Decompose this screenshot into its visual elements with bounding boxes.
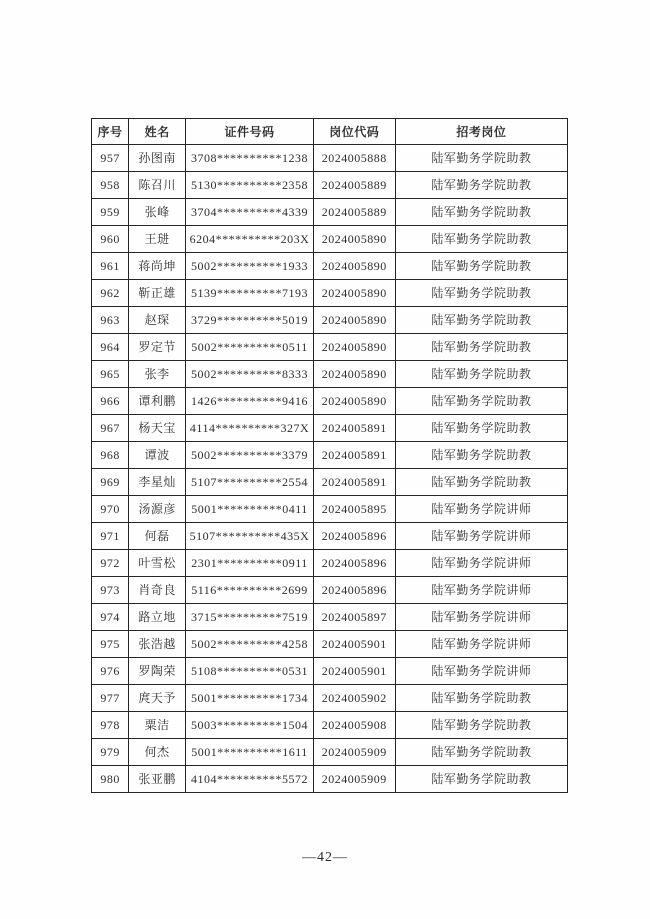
table-row — [92, 172, 568, 199]
header-name: 姓名 — [129, 119, 186, 145]
cell-serial-number: 971 — [92, 523, 129, 550]
cell-job-code: 2024005890 — [313, 334, 395, 361]
cell-recruitment-position: 陆军勤务学院讲师 — [395, 523, 567, 550]
table-row — [92, 739, 568, 766]
cell-job-code: 2024005908 — [313, 712, 395, 739]
cell-serial-number: 980 — [92, 766, 129, 793]
header-row — [92, 119, 568, 145]
cell-recruitment-position: 陆军勤务学院助教 — [395, 469, 567, 496]
cell-job-code: 2024005909 — [313, 766, 395, 793]
cell-serial-number: 961 — [92, 253, 129, 280]
table-row — [92, 631, 568, 658]
cell-serial-number: 968 — [92, 442, 129, 469]
cell-id-number: 3708**********1238 — [186, 145, 314, 172]
cell-name: 叶雪松 — [129, 550, 186, 577]
cell-job-code: 2024005902 — [313, 685, 395, 712]
cell-recruitment-position: 陆军勤务学院讲师 — [395, 550, 567, 577]
cell-id-number: 4104**********5572 — [186, 766, 314, 793]
cell-serial-number: 967 — [92, 415, 129, 442]
cell-serial-number: 969 — [92, 469, 129, 496]
cell-job-code: 2024005895 — [313, 496, 395, 523]
cell-serial-number: 977 — [92, 685, 129, 712]
cell-recruitment-position: 陆军勤务学院助教 — [395, 766, 567, 793]
cell-id-number: 5001**********0411 — [186, 496, 314, 523]
cell-serial-number: 966 — [92, 388, 129, 415]
cell-job-code: 2024005889 — [313, 172, 395, 199]
cell-id-number: 5001**********1611 — [186, 739, 314, 766]
cell-recruitment-position: 陆军勤务学院讲师 — [395, 631, 567, 658]
cell-job-code: 2024005889 — [313, 199, 395, 226]
cell-recruitment-position: 陆军勤务学院助教 — [395, 226, 567, 253]
cell-id-number: 3729**********5019 — [186, 307, 314, 334]
cell-recruitment-position: 陆军勤务学院助教 — [395, 739, 567, 766]
cell-recruitment-position: 陆军勤务学院讲师 — [395, 496, 567, 523]
cell-name: 蒋尚坤 — [129, 253, 186, 280]
cell-id-number: 5002**********1933 — [186, 253, 314, 280]
cell-id-number: 5002**********8333 — [186, 361, 314, 388]
cell-recruitment-position: 陆军勤务学院助教 — [395, 712, 567, 739]
cell-job-code: 2024005890 — [313, 226, 395, 253]
cell-name: 李星灿 — [129, 469, 186, 496]
cell-name: 张亚鹏 — [129, 766, 186, 793]
cell-recruitment-position: 陆军勤务学院助教 — [395, 199, 567, 226]
cell-job-code: 2024005890 — [313, 388, 395, 415]
cell-name: 庹天予 — [129, 685, 186, 712]
table-row — [92, 712, 568, 739]
page-number: —42— — [302, 850, 348, 865]
cell-job-code: 2024005901 — [313, 658, 395, 685]
cell-name: 靳正雄 — [129, 280, 186, 307]
table-row — [92, 361, 568, 388]
cell-id-number: 5002**********4258 — [186, 631, 314, 658]
cell-id-number: 1426**********9416 — [186, 388, 314, 415]
table-row — [92, 469, 568, 496]
cell-name: 杨天宝 — [129, 415, 186, 442]
cell-recruitment-position: 陆军勤务学院助教 — [395, 145, 567, 172]
cell-name: 陈召川 — [129, 172, 186, 199]
cell-id-number: 5003**********1504 — [186, 712, 314, 739]
header-id-number: 证件号码 — [186, 119, 314, 145]
table-row — [92, 199, 568, 226]
table-row — [92, 577, 568, 604]
cell-serial-number: 979 — [92, 739, 129, 766]
cell-recruitment-position: 陆军勤务学院助教 — [395, 334, 567, 361]
cell-name: 何杰 — [129, 739, 186, 766]
cell-serial-number: 960 — [92, 226, 129, 253]
cell-job-code: 2024005891 — [313, 469, 395, 496]
cell-recruitment-position: 陆军勤务学院助教 — [395, 307, 567, 334]
cell-job-code: 2024005896 — [313, 550, 395, 577]
cell-name: 肖奇良 — [129, 577, 186, 604]
cell-name: 赵琛 — [129, 307, 186, 334]
cell-name: 罗陶荣 — [129, 658, 186, 685]
cell-recruitment-position: 陆军勤务学院助教 — [395, 253, 567, 280]
candidate-roster-table — [91, 118, 568, 793]
cell-job-code: 2024005891 — [313, 442, 395, 469]
cell-name: 何磊 — [129, 523, 186, 550]
cell-job-code: 2024005890 — [313, 307, 395, 334]
header-serial-number: 序号 — [92, 119, 129, 145]
cell-name: 王琎 — [129, 226, 186, 253]
cell-name: 路立地 — [129, 604, 186, 631]
cell-job-code: 2024005901 — [313, 631, 395, 658]
cell-name: 汤源彦 — [129, 496, 186, 523]
cell-job-code: 2024005891 — [313, 415, 395, 442]
table-row — [92, 604, 568, 631]
cell-id-number: 3704**********4339 — [186, 199, 314, 226]
cell-job-code: 2024005888 — [313, 145, 395, 172]
cell-serial-number: 974 — [92, 604, 129, 631]
table-header — [92, 119, 568, 145]
cell-serial-number: 963 — [92, 307, 129, 334]
cell-name: 谭利鹏 — [129, 388, 186, 415]
cell-serial-number: 957 — [92, 145, 129, 172]
table-row — [92, 523, 568, 550]
cell-name: 孙图南 — [129, 145, 186, 172]
cell-serial-number: 978 — [92, 712, 129, 739]
cell-serial-number: 970 — [92, 496, 129, 523]
cell-name: 张峰 — [129, 199, 186, 226]
cell-recruitment-position: 陆军勤务学院助教 — [395, 388, 567, 415]
table-row — [92, 685, 568, 712]
cell-recruitment-position: 陆军勤务学院讲师 — [395, 658, 567, 685]
cell-serial-number: 959 — [92, 199, 129, 226]
table-row — [92, 550, 568, 577]
table-row — [92, 388, 568, 415]
table-row — [92, 334, 568, 361]
cell-recruitment-position: 陆军勤务学院助教 — [395, 415, 567, 442]
cell-job-code: 2024005897 — [313, 604, 395, 631]
cell-serial-number: 973 — [92, 577, 129, 604]
table-row — [92, 766, 568, 793]
table-row — [92, 307, 568, 334]
cell-job-code: 2024005896 — [313, 577, 395, 604]
table-row — [92, 442, 568, 469]
table-row — [92, 226, 568, 253]
cell-id-number: 5107**********435X — [186, 523, 314, 550]
table-row — [92, 415, 568, 442]
cell-id-number: 5130**********2358 — [186, 172, 314, 199]
cell-serial-number: 958 — [92, 172, 129, 199]
cell-recruitment-position: 陆军勤务学院助教 — [395, 280, 567, 307]
cell-serial-number: 972 — [92, 550, 129, 577]
cell-name: 张浩越 — [129, 631, 186, 658]
cell-recruitment-position: 陆军勤务学院助教 — [395, 685, 567, 712]
cell-recruitment-position: 陆军勤务学院讲师 — [395, 604, 567, 631]
cell-id-number: 3715**********7519 — [186, 604, 314, 631]
cell-serial-number: 965 — [92, 361, 129, 388]
cell-recruitment-position: 陆军勤务学院讲师 — [395, 577, 567, 604]
cell-job-code: 2024005890 — [313, 253, 395, 280]
cell-id-number: 5107**********2554 — [186, 469, 314, 496]
cell-name: 谭波 — [129, 442, 186, 469]
cell-job-code: 2024005890 — [313, 280, 395, 307]
cell-id-number: 4114**********327X — [186, 415, 314, 442]
table-row — [92, 496, 568, 523]
table-body — [92, 145, 568, 793]
cell-job-code: 2024005896 — [313, 523, 395, 550]
table-row — [92, 658, 568, 685]
cell-name: 粟洁 — [129, 712, 186, 739]
cell-job-code: 2024005890 — [313, 361, 395, 388]
cell-id-number: 5002**********3379 — [186, 442, 314, 469]
cell-recruitment-position: 陆军勤务学院助教 — [395, 172, 567, 199]
table-row — [92, 145, 568, 172]
header-recruitment-position: 招考岗位 — [395, 119, 567, 145]
cell-serial-number: 962 — [92, 280, 129, 307]
cell-id-number: 5116**********2699 — [186, 577, 314, 604]
header-job-code: 岗位代码 — [313, 119, 395, 145]
cell-id-number: 5002**********0511 — [186, 334, 314, 361]
cell-name: 张李 — [129, 361, 186, 388]
table-row — [92, 253, 568, 280]
cell-serial-number: 976 — [92, 658, 129, 685]
cell-job-code: 2024005909 — [313, 739, 395, 766]
cell-serial-number: 975 — [92, 631, 129, 658]
cell-id-number: 6204**********203X — [186, 226, 314, 253]
cell-id-number: 5139**********7193 — [186, 280, 314, 307]
cell-recruitment-position: 陆军勤务学院助教 — [395, 361, 567, 388]
cell-recruitment-position: 陆军勤务学院助教 — [395, 442, 567, 469]
cell-name: 罗定节 — [129, 334, 186, 361]
cell-serial-number: 964 — [92, 334, 129, 361]
table-row — [92, 280, 568, 307]
cell-id-number: 2301**********0911 — [186, 550, 314, 577]
cell-id-number: 5001**********1734 — [186, 685, 314, 712]
cell-id-number: 5108**********0531 — [186, 658, 314, 685]
